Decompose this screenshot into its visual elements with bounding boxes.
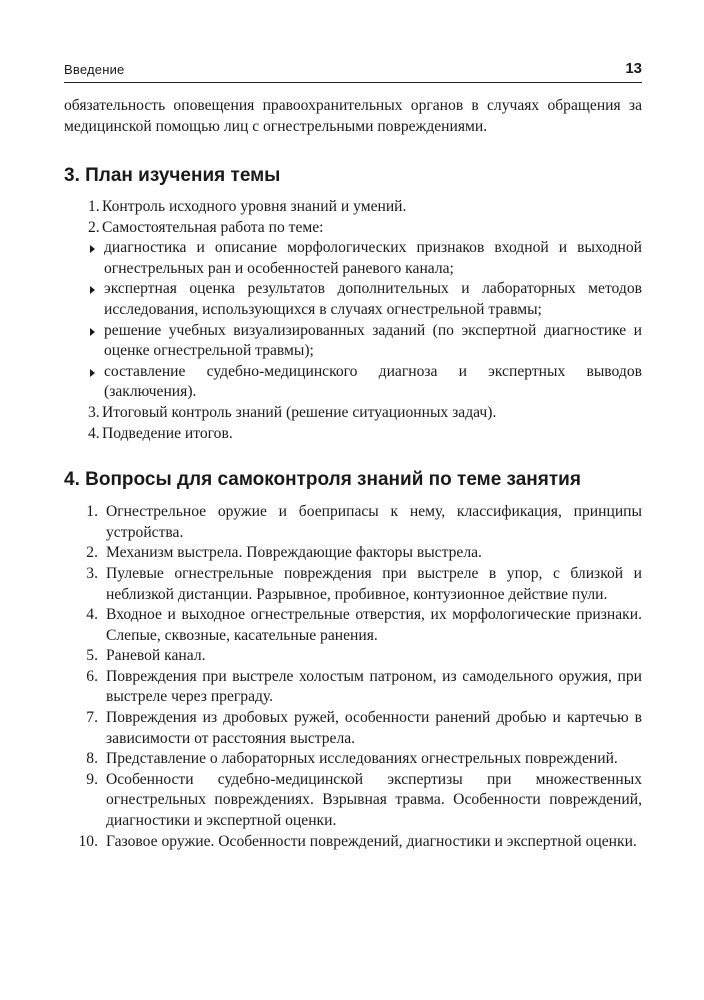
question-item	[64, 667, 642, 708]
question-item	[64, 502, 642, 543]
plan-step-text: Самостоятельная работа по теме:	[102, 218, 324, 236]
question-number: 7.	[86, 709, 98, 727]
page-number: 13	[625, 60, 642, 77]
question-text: Повреждения при выстреле холостым патроном, из самодельного оружия, при выстреле через преграду.	[106, 667, 642, 706]
question-item	[64, 832, 642, 853]
plan-substep	[64, 362, 642, 403]
plan-step-number: 2.	[88, 218, 100, 236]
bullet-triangle-icon	[90, 328, 95, 336]
question-number: 5.	[86, 647, 98, 665]
question-item	[64, 564, 642, 605]
questions-heading: 4. Вопросы для самоконтроля знаний по теме занятия	[64, 469, 581, 491]
question-text: Огнестрельное оружие и боеприпасы к нему, классификация, принципы устройства.	[106, 503, 642, 541]
question-text: Особенности судебно-медицинской экспертизы при множественных огнестрельных повреждениях. Взрывная травма. Особенности повреждений, диагностики и экспертной оценки.	[106, 770, 642, 830]
plan-step-text: Подведение итогов.	[102, 424, 233, 442]
running-header	[64, 60, 642, 83]
question-item	[64, 770, 642, 832]
plan-substep-text: диагностика и описание морфологических признаков входной и выходной огнестрельных ран и особенностей раневого канала;	[104, 239, 642, 277]
plan-substep-text: экспертная оценка результатов дополнительных и лабораторных методов исследования, использующихся в случаях огнестрельной травмы;	[104, 280, 642, 318]
question-number: 2.	[86, 544, 98, 562]
question-number: 9.	[86, 770, 98, 788]
question-number: 1.	[86, 503, 98, 521]
question-text: Пулевые огнестрельные повреждения при выстреле в упор, с близкой и неблизкой дистанции. Разрывное, пробивное, контузионное действие пули.	[106, 564, 642, 603]
plan-substep	[64, 238, 642, 279]
question-number: 6.	[86, 667, 98, 685]
question-text: Повреждения из дробовых ружей, особенности ранений дробью и картечью в зависимости от расстояния выстрела.	[106, 709, 642, 747]
plan-list	[64, 197, 642, 444]
bullet-triangle-icon	[90, 286, 95, 294]
plan-step-number: 4.	[88, 424, 100, 442]
plan-substep-text: составление судебно-медицинского диагноза и экспертных выводов (заключения).	[104, 362, 642, 401]
question-text: Представление о лабораторных исследованиях огнестрельных повреждений.	[106, 750, 618, 768]
plan-step	[64, 218, 642, 239]
plan-step-number: 1.	[88, 198, 100, 215]
question-item	[64, 708, 642, 749]
chapter-title: Введение	[64, 62, 125, 77]
plan-substep-text: решение учебных визуализированных заданий (по экспертной диагностике и оценке огнестрельной травмы);	[104, 321, 642, 360]
plan-step	[64, 424, 642, 445]
question-number: 3.	[86, 564, 98, 582]
question-text: Газовое оружие. Особенности повреждений, диагностики и экспертной оценки.	[106, 832, 637, 850]
question-item	[64, 605, 642, 646]
question-number: 10.	[78, 832, 98, 850]
question-text: Раневой канал.	[106, 647, 206, 665]
plan-step-text: Итоговый контроль знаний (решение ситуационных задач).	[102, 403, 497, 421]
question-text: Механизм выстрела. Повреждающие факторы выстрела.	[106, 544, 482, 562]
plan-step-text: Контроль исходного уровня знаний и умений.	[102, 198, 407, 215]
questions-list	[64, 502, 642, 852]
plan-substep	[64, 321, 642, 362]
question-item	[64, 646, 642, 667]
bullet-triangle-icon	[90, 245, 95, 253]
question-item	[64, 749, 642, 770]
plan-heading: 3. План изучения темы	[64, 165, 281, 186]
plan-step-number: 3.	[88, 403, 100, 421]
question-number: 8.	[86, 750, 98, 768]
plan-step	[64, 197, 642, 218]
question-item	[64, 543, 642, 564]
question-number: 4.	[86, 606, 98, 624]
question-text: Входное и выходное огнестрельные отверстия, их морфологические признаки. Слепые, сквозные, касательные ранения.	[106, 606, 642, 644]
bullet-triangle-icon	[90, 369, 95, 377]
page-body	[64, 95, 642, 852]
plan-substep	[64, 279, 642, 320]
intro-paragraph: обязательность оповещения правоохранительных органов в случаях обращения за медицинской помощью лиц с огнестрельными повреждениями.	[64, 97, 642, 135]
plan-step	[64, 403, 642, 424]
